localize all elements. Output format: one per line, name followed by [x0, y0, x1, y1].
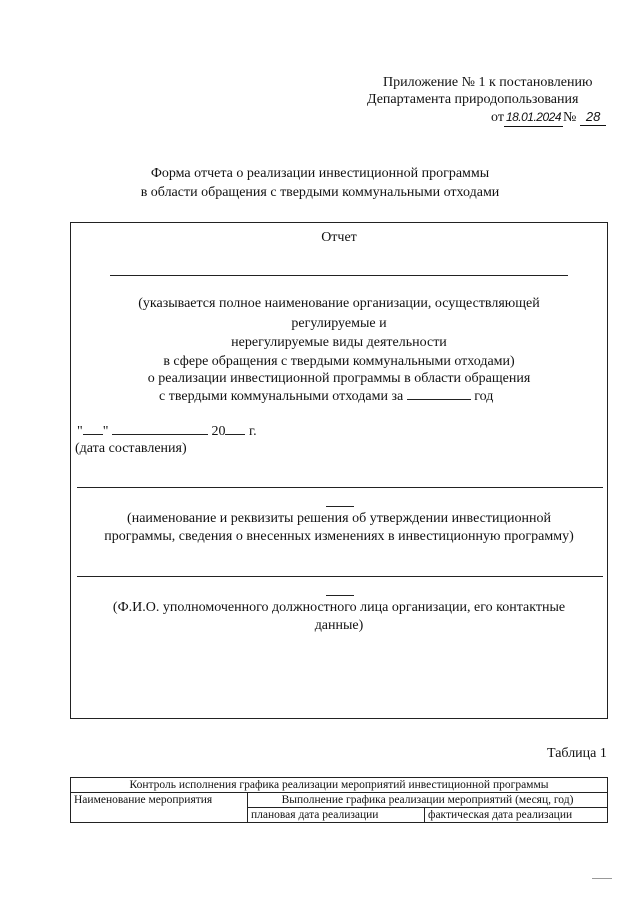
report-title: Отчет	[321, 230, 357, 245]
table-header-row	[71, 778, 608, 793]
day-blank	[83, 422, 103, 435]
schedule-control-table	[70, 777, 608, 823]
official-desc-line-1: (Ф.И.О. уполномоченного должностного лица организации, его контактные	[112, 600, 566, 615]
year-prefix: 20	[211, 424, 226, 439]
date-caption: (дата составления)	[75, 441, 187, 456]
org-desc-line-2: регулируемые и	[291, 316, 387, 331]
form-title-line-2: в области обращения с твердыми коммунальными отходами	[140, 185, 500, 200]
quote-close: "	[102, 424, 109, 439]
table-label: Таблица 1	[547, 746, 607, 761]
org-desc-line-3: нерегулируемые виды деятельности	[231, 335, 447, 350]
quote-open: "	[77, 424, 83, 439]
official-line	[77, 576, 603, 577]
year-blank	[225, 422, 245, 435]
org-desc-line-4: в сфере обращения с твердыми коммунальными отходами)	[163, 354, 515, 369]
table-header: Контроль исполнения графика реализации мероприятий инвестиционной программы	[71, 778, 608, 793]
form-title-line-1: Форма отчета о реализации инвестиционной программы	[150, 166, 490, 181]
month-blank	[112, 422, 208, 435]
period-suffix: год	[474, 389, 494, 404]
table-row	[71, 793, 608, 808]
period-line	[159, 387, 493, 405]
decision-desc-line-2: программы, сведения о внесенных изменениях в инвестиционную программу)	[104, 529, 574, 544]
handwritten-number: 28	[580, 108, 606, 126]
period-blank	[407, 387, 471, 400]
org-name-line	[110, 275, 568, 276]
from-prefix: от	[491, 110, 504, 125]
appendix-line-1: Приложение № 1 к постановлению	[383, 75, 593, 90]
appendix-line-2: Департамента природопользования	[367, 92, 579, 107]
year-suffix: г.	[248, 424, 257, 439]
official-line-tail	[326, 595, 354, 596]
appendix-date-number	[491, 108, 606, 127]
footer-mark	[592, 878, 612, 879]
decision-line-tail	[326, 506, 354, 507]
date-line	[77, 422, 257, 440]
official-desc-line-2: данные)	[314, 618, 364, 633]
org-desc-line-1: (указывается полное наименование организации, осуществляющей	[138, 296, 540, 311]
col-event-name: Наименование мероприятия	[71, 793, 248, 823]
org-desc-line-5: о реализации инвестиционной программы в области обращения	[147, 371, 531, 386]
period-prefix: с твердыми коммунальными отходами за	[159, 389, 404, 404]
decision-line	[77, 487, 603, 488]
col-schedule: Выполнение графика реализации мероприятий (месяц, год)	[248, 793, 608, 808]
handwritten-date: 18.01.2024	[504, 109, 563, 127]
col-planned-date: плановая дата реализации	[248, 808, 425, 823]
number-prefix: №	[563, 110, 577, 125]
col-actual-date: фактическая дата реализации	[425, 808, 608, 823]
decision-desc-line-1: (наименование и реквизиты решения об утверждении инвестиционной	[127, 511, 551, 526]
